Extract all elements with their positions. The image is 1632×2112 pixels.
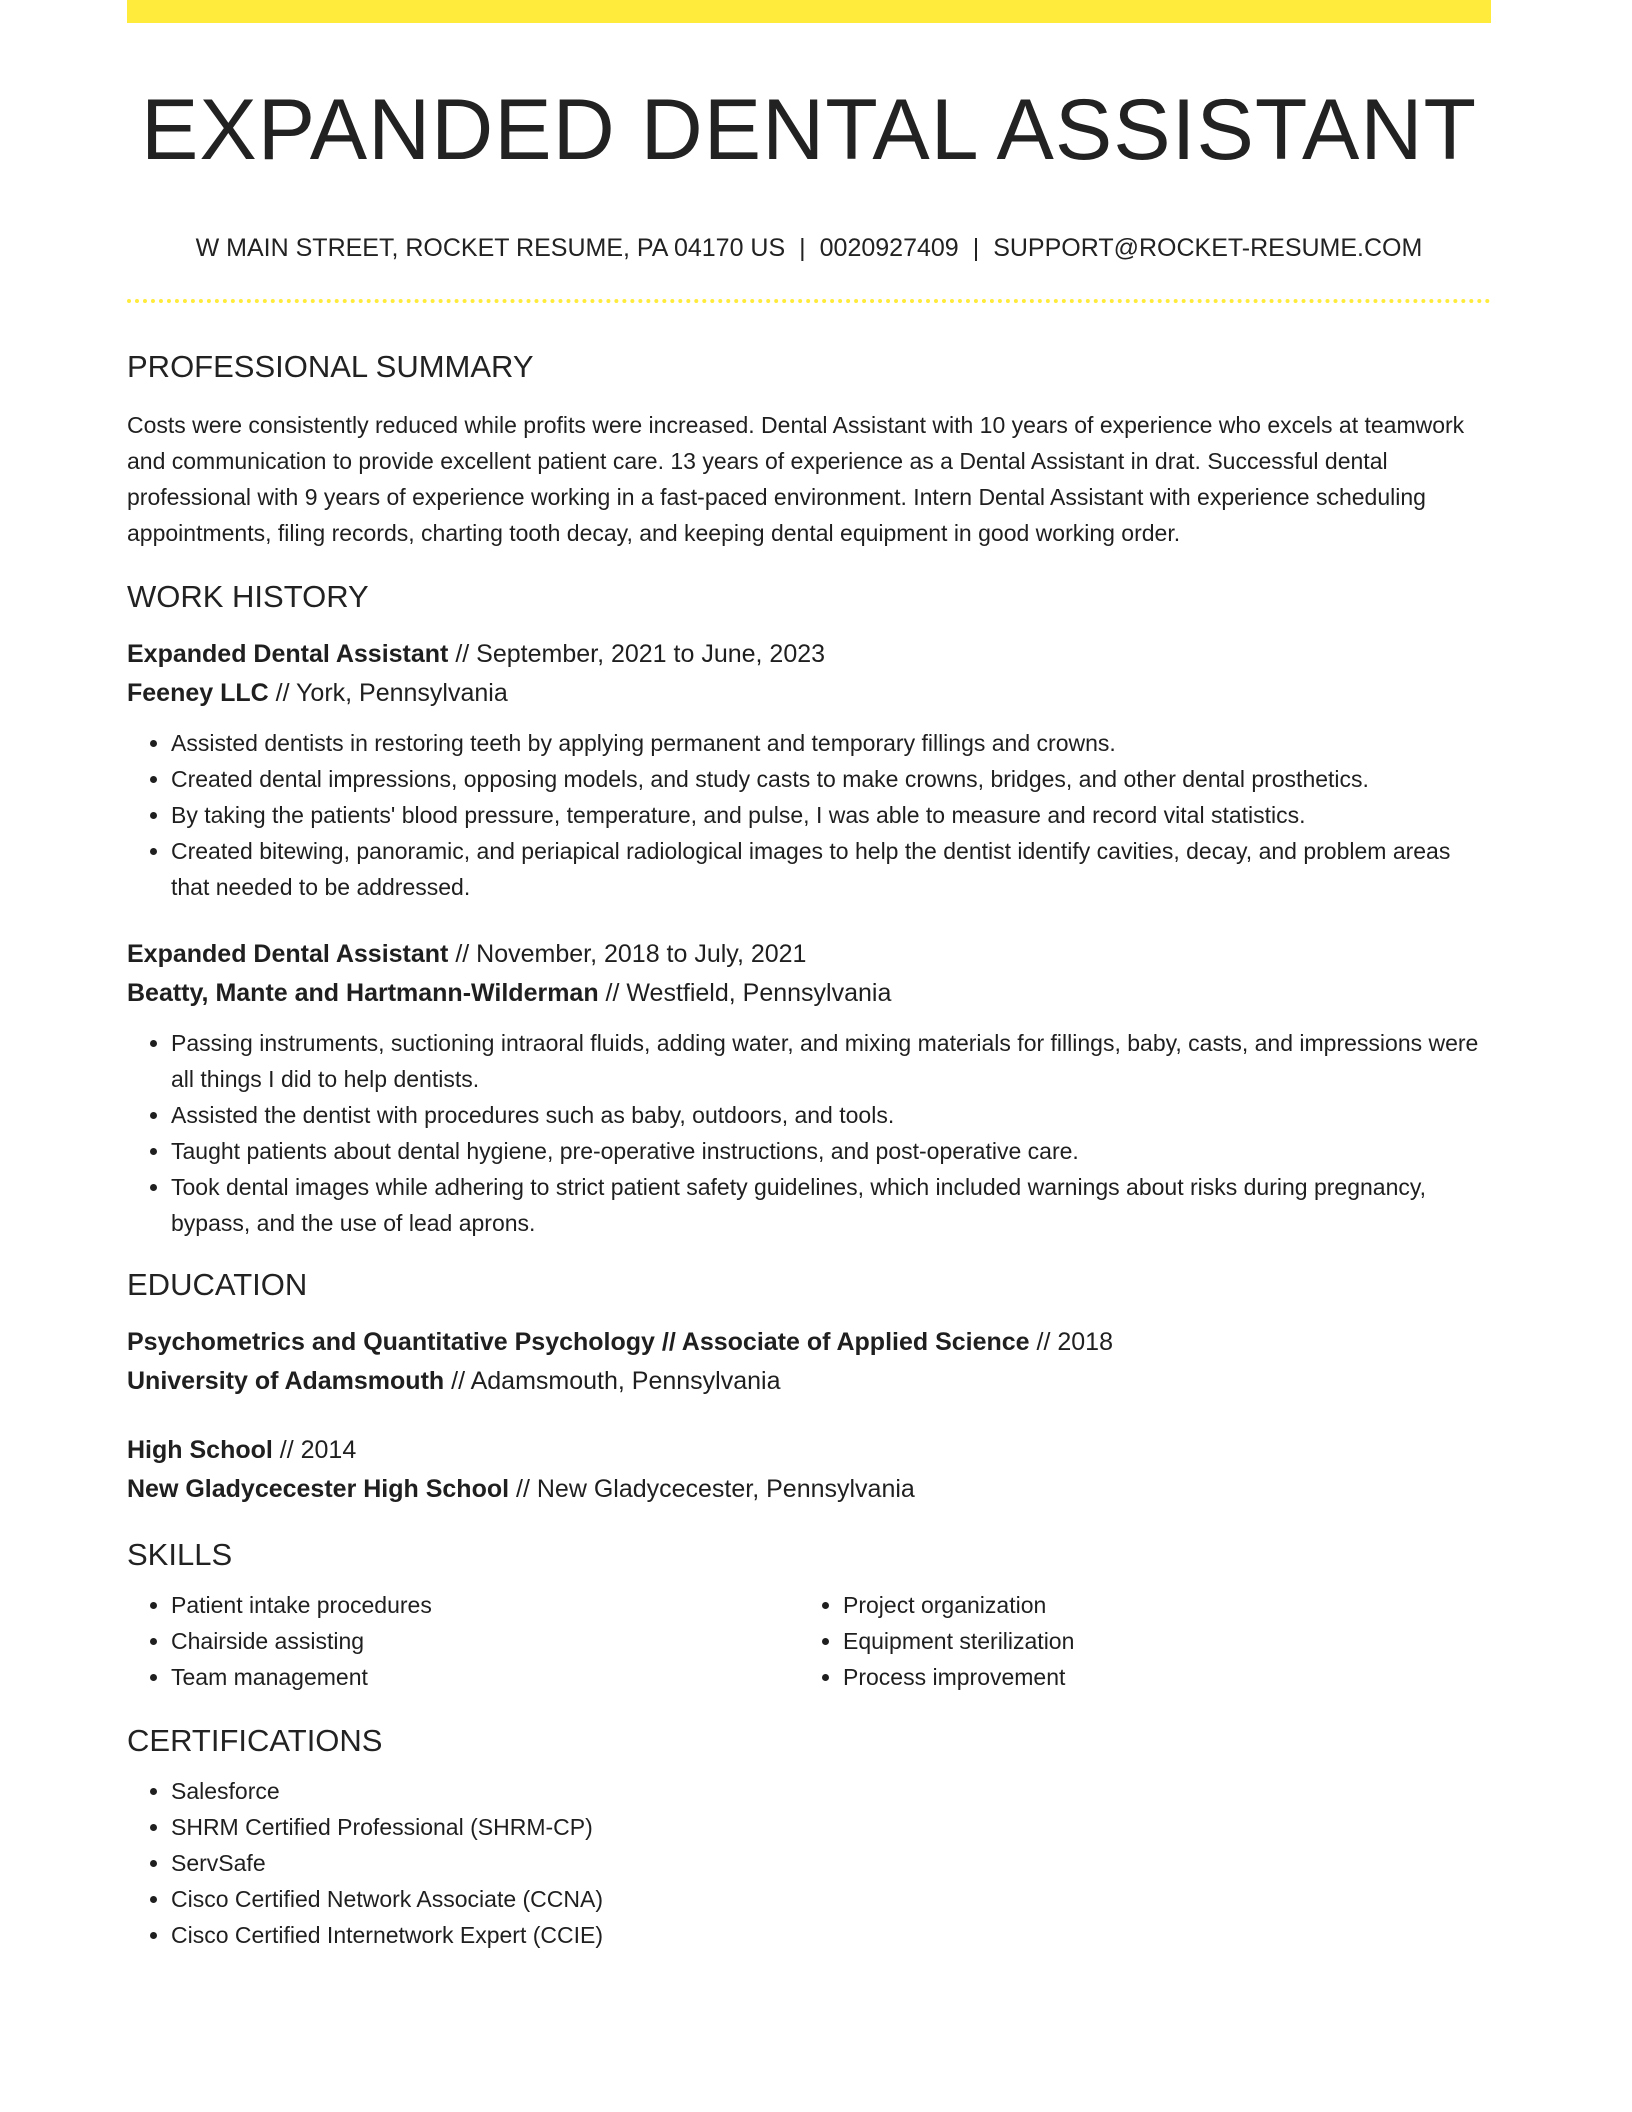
work-title: WORK HISTORY bbox=[127, 578, 369, 614]
job-bullet: • Passing instruments, suctioning intraoral fluids, adding water, and mixing materials for fillings, baby, casts, and impressions were all things I did to help dentists. bbox=[171, 1025, 1491, 1097]
job-bullets bbox=[127, 725, 1491, 905]
summary-text: Costs were consistently reduced while profits were increased. Dental Assistant with 10 years of experience who excels at teamwork and communication to provide excellent patient care. 13 years of experience as a Dental Assistant in drat. Successful dental professional with 9 years of experience working in a fast-paced environment. Intern Dental Assistant with experience scheduling appointments, filing records, charting tooth decay, and keeping dental equipment in good working order. bbox=[127, 411, 1465, 546]
job-entry bbox=[127, 635, 1491, 905]
contact-line bbox=[127, 234, 1491, 263]
job-bullet: • Assisted the dentist with procedures such as baby, outdoors, and tools. bbox=[171, 1097, 1491, 1133]
education-degree-line bbox=[127, 1323, 1491, 1362]
education-entry bbox=[127, 1431, 1491, 1509]
job-company-line bbox=[127, 674, 1491, 713]
job-company: Feeney LLC bbox=[127, 678, 269, 707]
job-role-line bbox=[127, 935, 1491, 974]
job-bullet: • Took dental images while adhering to strict patient safety guidelines, which included warnings about risks during pregnancy, bypass, and the use of lead aprons. bbox=[171, 1169, 1491, 1241]
skill-item: • Patient intake procedures bbox=[171, 1587, 799, 1623]
contact-address: W MAIN STREET, ROCKET RESUME, PA 04170 US bbox=[195, 233, 786, 262]
education-title: EDUCATION bbox=[127, 1266, 308, 1302]
education-year: // 2018 bbox=[1029, 1327, 1113, 1356]
summary-title: PROFESSIONAL SUMMARY bbox=[127, 348, 534, 384]
dotted-divider bbox=[127, 299, 1491, 303]
job-bullet: • Assisted dentists in restoring teeth by applying permanent and temporary fillings and crowns. bbox=[171, 725, 1491, 761]
contact-email[interactable]: SUPPORT@ROCKET-RESUME.COM bbox=[993, 233, 1423, 262]
skills-title: SKILLS bbox=[127, 1536, 233, 1572]
education-degree: Psychometrics and Quantitative Psychology // Associate of Applied Science bbox=[127, 1327, 1030, 1356]
education-degree: High School bbox=[127, 1435, 273, 1464]
skill-item: • Project organization bbox=[843, 1587, 1471, 1623]
accent-top-bar bbox=[127, 0, 1491, 23]
certification-item: • Cisco Certified Internetwork Expert (CCIE) bbox=[171, 1917, 1491, 1953]
education-school: New Gladycecester High School bbox=[127, 1474, 510, 1503]
certifications-section bbox=[127, 1723, 1491, 1953]
certification-item: • SHRM Certified Professional (SHRM-CP) bbox=[171, 1809, 1491, 1845]
education-section bbox=[127, 1267, 1491, 1509]
job-bullet: • Created bitewing, panoramic, and periapical radiological images to help the dentist identify cavities, decay, and problem areas that needed to be addressed. bbox=[171, 833, 1491, 905]
job-role-line bbox=[127, 635, 1491, 674]
skills-column-left bbox=[127, 1587, 799, 1695]
skills-column-right bbox=[799, 1587, 1471, 1695]
resume-page bbox=[127, 0, 1491, 1953]
summary-section bbox=[127, 349, 1491, 551]
education-school: University of Adamsmouth bbox=[127, 1366, 445, 1395]
job-dates: // November, 2018 to July, 2021 bbox=[448, 939, 807, 968]
education-year: // 2014 bbox=[272, 1435, 357, 1464]
skills-section bbox=[127, 1537, 1491, 1695]
certifications-title: CERTIFICATIONS bbox=[127, 1722, 383, 1758]
job-dates: // September, 2021 to June, 2023 bbox=[448, 639, 826, 668]
skill-item: • Chairside assisting bbox=[171, 1623, 799, 1659]
skill-item: • Team management bbox=[171, 1659, 799, 1695]
education-location: // Adamsmouth, Pennsylvania bbox=[444, 1366, 781, 1395]
certifications-list bbox=[127, 1773, 1491, 1953]
job-bullet: • Taught patients about dental hygiene, pre-operative instructions, and post-operative care. bbox=[171, 1133, 1491, 1169]
job-bullet: • Created dental impressions, opposing models, and study casts to make crowns, bridges, and other dental prosthetics. bbox=[171, 761, 1491, 797]
work-section bbox=[127, 579, 1491, 1241]
certification-item: • Cisco Certified Network Associate (CCNA) bbox=[171, 1881, 1491, 1917]
certification-item: • ServSafe bbox=[171, 1845, 1491, 1881]
job-location: // Westfield, Pennsylvania bbox=[598, 978, 892, 1007]
skills-grid bbox=[127, 1587, 1491, 1695]
resume-name: EXPANDED DENTAL ASSISTANT bbox=[141, 82, 1477, 178]
education-location: // New Gladycecester, Pennsylvania bbox=[509, 1474, 915, 1503]
certification-item: • Salesforce bbox=[171, 1773, 1491, 1809]
education-school-line bbox=[127, 1362, 1491, 1401]
skill-item: • Process improvement bbox=[843, 1659, 1471, 1695]
job-company-line bbox=[127, 974, 1491, 1013]
job-bullets bbox=[127, 1025, 1491, 1241]
job-location: // York, Pennsylvania bbox=[268, 678, 508, 707]
contact-separator: | bbox=[799, 233, 806, 262]
education-degree-line bbox=[127, 1431, 1491, 1470]
job-role: Expanded Dental Assistant bbox=[127, 639, 449, 668]
job-company: Beatty, Mante and Hartmann-Wilderman bbox=[127, 978, 599, 1007]
contact-separator: | bbox=[972, 233, 980, 262]
job-bullet: • By taking the patients' blood pressure, temperature, and pulse, I was able to measure and record vital statistics. bbox=[171, 797, 1491, 833]
education-entry bbox=[127, 1323, 1491, 1401]
job-role: Expanded Dental Assistant bbox=[127, 939, 449, 968]
education-school-line bbox=[127, 1470, 1491, 1509]
job-entry bbox=[127, 935, 1491, 1241]
contact-phone: 0020927409 bbox=[819, 233, 959, 262]
skill-item: • Equipment sterilization bbox=[843, 1623, 1471, 1659]
